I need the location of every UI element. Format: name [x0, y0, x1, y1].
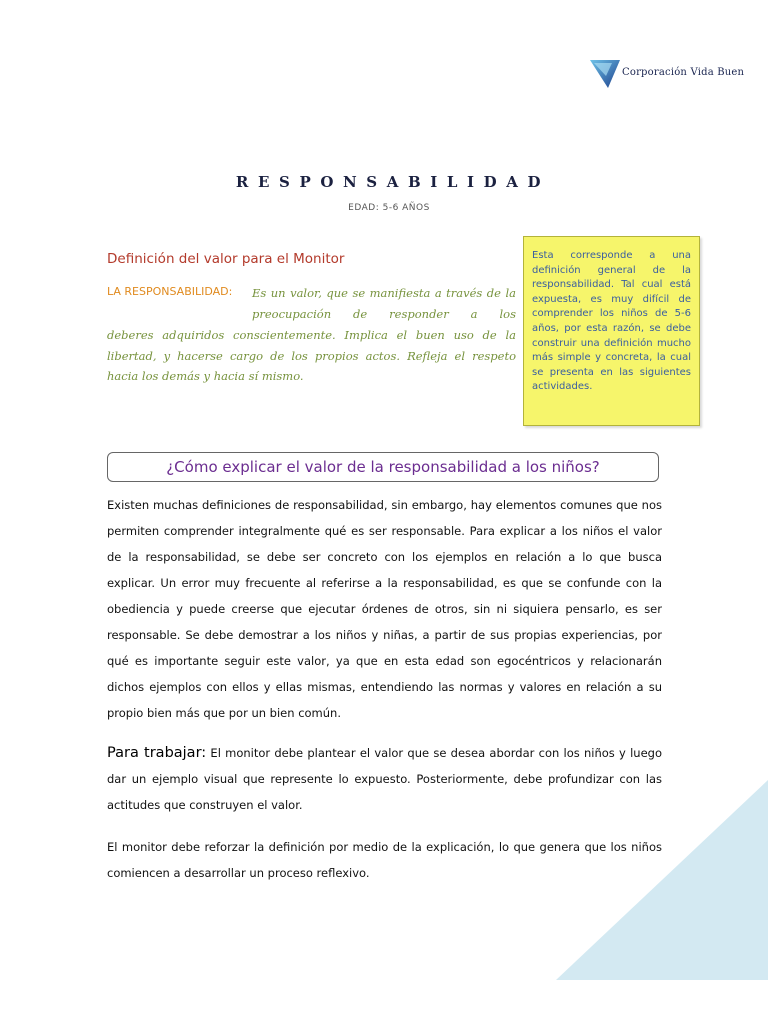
definition-text-first: Es un valor, que se manifiesta a través de la preocupación de responder a los [252, 286, 516, 321]
definition-heading: Definición del valor para el Monitor [107, 251, 345, 267]
age-subtitle: EDAD: 5-6 AÑOS [348, 203, 430, 213]
para-trabajar-label: Para trabajar: [107, 745, 207, 761]
paragraph-explanation: Existen muchas definiciones de responsabilidad, sin embargo, hay elementos comunes que nos permiten comprender integralmente qué es ser responsable. Para explicar a los niños el valor de la responsabilidad, se debe ser concreto con los ejemplos en relación a lo que busca explicar. Un error muy frecuente al referirse a la responsabilidad, es que se confunde con la obediencia y puede creerse que ejecutar órdenes de otros, sin ni siquiera pensarlo, es ser responsable. Se debe demostrar a los niños y niñas, a partir de sus propias experiencias, por qué es importante seguir este valor, ya que en esta edad son egocéntricos y relacionarán dichos ejemplos con ellos y ellas mismas, entendiendo las normas y valores en relación a su propio bien más que por un bien común. [107, 498, 662, 720]
question-box [107, 452, 659, 482]
triangle-logo-icon [588, 58, 622, 92]
decorative-corner-triangle [556, 780, 768, 980]
sticky-note-text: Esta corresponde a una definición general de la responsabilidad. Tal cual está expuesta, es muy difícil de comprender los niños de 5-6 años, por esta razón, se debe construir una definición mucho más simple y concreta, la cual se presenta en las siguientes actividades. [532, 250, 691, 393]
sticky-note [523, 236, 700, 426]
definition-label: LA RESPONSABILIDAD: [107, 285, 233, 298]
paragraph-reinforce: El monitor debe reforzar la definición por medio de la explicación, lo que genera que los niños comiencen a desarrollar un proceso reflexivo. [107, 840, 662, 880]
page-title: RESPONSABILIDAD [235, 173, 551, 191]
question-heading: ¿Cómo explicar el valor de la responsabilidad a los niños? [166, 458, 600, 476]
para-trabajar-text: El monitor debe plantear el valor que se desea abordar con los niños y luego dar un ejemplo visual que represente lo expuesto. Posteriormente, debe profundizar con las actitudes que construyen el valor. [107, 746, 663, 812]
definition-text-rest: deberes adquiridos conscientemente. Implica el buen uso de la libertad, y hacerse cargo de los propios actos. Refleja el respeto hacia los demás y hacia sí mismo. [107, 328, 516, 383]
logo-text: Corporación Vida Buen [622, 67, 745, 78]
corporation-logo [588, 58, 768, 92]
